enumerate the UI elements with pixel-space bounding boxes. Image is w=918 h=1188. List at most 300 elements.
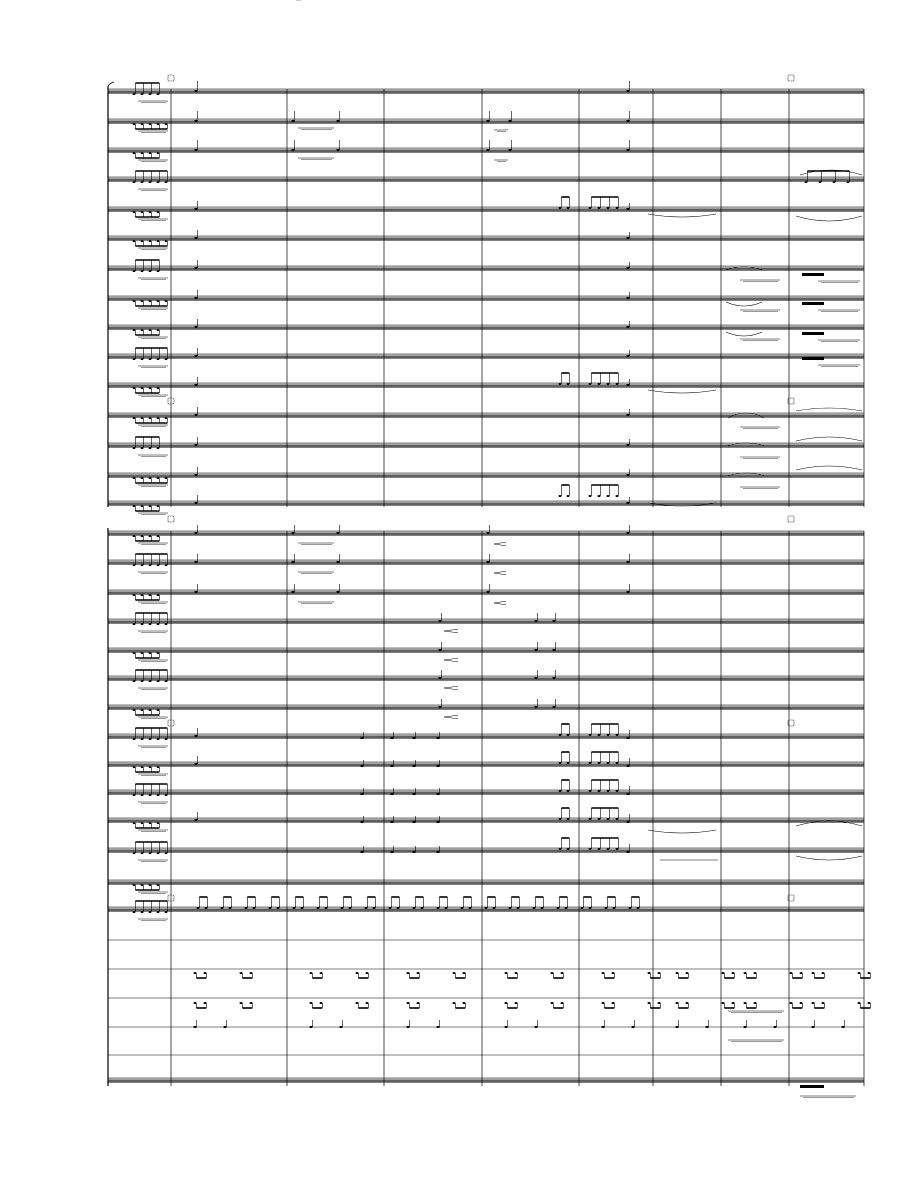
five-line-staff xyxy=(108,296,864,301)
note-head xyxy=(194,819,197,821)
note-head xyxy=(157,152,160,154)
five-line-staff xyxy=(108,560,864,565)
system-2-staff xyxy=(108,554,864,573)
system-2-staff xyxy=(108,901,864,920)
note-head xyxy=(341,907,344,909)
system-2-staff xyxy=(108,648,864,661)
note-head xyxy=(366,972,369,974)
note-head xyxy=(567,818,570,820)
tiny-marking xyxy=(138,425,168,426)
note-head xyxy=(557,907,560,909)
rehearsal-box-marker xyxy=(168,75,174,81)
note-head xyxy=(438,649,441,651)
note-head xyxy=(598,383,601,385)
note-head xyxy=(504,1026,507,1028)
tiny-marking xyxy=(138,774,168,775)
note-head xyxy=(194,474,197,476)
note-head xyxy=(559,207,562,209)
note-head xyxy=(407,972,410,974)
beam-group xyxy=(133,417,168,423)
note-head xyxy=(157,852,160,854)
note-head xyxy=(133,852,136,854)
beam-group xyxy=(133,152,160,158)
slur-curve xyxy=(796,466,862,470)
note-head xyxy=(157,387,160,389)
note-head xyxy=(858,1002,861,1004)
hairpin-line xyxy=(494,544,506,546)
tiny-marking xyxy=(138,455,168,456)
note-head xyxy=(567,734,570,736)
five-line-staff xyxy=(108,266,864,271)
note-head xyxy=(515,1002,518,1004)
note-head xyxy=(486,561,489,563)
note-head xyxy=(349,907,352,909)
five-line-staff xyxy=(108,676,864,681)
note-head xyxy=(165,240,168,242)
note-head xyxy=(637,907,640,909)
beam-group xyxy=(133,652,160,658)
note-head xyxy=(141,594,144,596)
dynamic-hairpin xyxy=(444,658,458,662)
note-head xyxy=(133,300,136,302)
five-line-staff xyxy=(108,619,864,624)
note-head xyxy=(626,149,629,151)
system-2-staff xyxy=(108,842,864,861)
beam-group xyxy=(648,1002,661,1008)
note-head xyxy=(626,90,629,92)
note-head xyxy=(567,790,570,792)
five-line-staff xyxy=(108,236,864,241)
note-head xyxy=(157,181,160,183)
note-head xyxy=(505,1002,508,1004)
note-head xyxy=(417,1002,420,1004)
note-head xyxy=(141,766,144,768)
dense-tremolo-block xyxy=(802,302,824,305)
dynamic-hairpin xyxy=(494,542,506,546)
note-head xyxy=(360,793,363,795)
note-head xyxy=(141,564,144,566)
note-head xyxy=(133,329,136,331)
five-line-staff xyxy=(108,325,864,330)
note-head xyxy=(149,766,152,768)
note-head xyxy=(194,414,197,416)
hairpin-line xyxy=(444,631,458,633)
note-head xyxy=(589,762,592,764)
note-head xyxy=(438,706,441,708)
note-head xyxy=(675,1026,678,1028)
note-head xyxy=(607,383,610,385)
note-head xyxy=(149,270,152,272)
beam-group xyxy=(133,477,168,483)
note-head xyxy=(436,1026,439,1028)
five-line-staff xyxy=(108,590,864,595)
note-head xyxy=(607,790,610,792)
beam-group xyxy=(310,972,323,978)
note-head xyxy=(567,848,570,850)
system-1-staff xyxy=(108,260,864,279)
note-head xyxy=(141,358,144,360)
tiny-marking xyxy=(138,660,168,661)
note-head xyxy=(141,240,144,242)
note-head xyxy=(534,677,537,679)
five-line-staff xyxy=(108,383,864,388)
note-head xyxy=(601,1026,604,1028)
note-head xyxy=(390,793,393,795)
note-head xyxy=(133,123,136,125)
slur-curve xyxy=(726,332,762,336)
note-head xyxy=(240,972,243,974)
note-head xyxy=(133,93,136,95)
note-head xyxy=(157,211,160,213)
five-line-staff xyxy=(108,790,864,795)
note-head xyxy=(229,907,232,909)
note-head xyxy=(360,821,363,823)
beam-group xyxy=(505,1002,518,1008)
tiny-marking xyxy=(298,543,334,544)
note-head xyxy=(133,505,136,507)
note-head xyxy=(133,211,136,213)
note-head xyxy=(221,907,224,909)
note-head xyxy=(133,417,136,419)
note-head xyxy=(648,972,651,974)
note-head xyxy=(157,794,160,796)
note-head xyxy=(413,907,416,909)
note-head xyxy=(133,911,136,913)
note-head xyxy=(626,821,629,823)
note-head xyxy=(157,270,160,272)
note-head xyxy=(819,181,822,183)
note-head xyxy=(245,907,248,909)
note-head xyxy=(157,738,160,740)
system-1-staff xyxy=(108,501,864,514)
note-head xyxy=(811,1026,814,1028)
note-head xyxy=(194,972,197,974)
note-head xyxy=(194,297,197,299)
hairpin-line xyxy=(444,717,458,719)
note-head xyxy=(141,329,144,331)
note-head xyxy=(149,477,152,479)
note-head xyxy=(157,358,160,360)
tiny-marking xyxy=(138,919,168,920)
note-head xyxy=(157,680,160,682)
note-head xyxy=(133,535,136,537)
five-line-staff xyxy=(108,443,864,448)
hairpin-line xyxy=(494,601,506,603)
note-head xyxy=(616,495,619,497)
note-head xyxy=(567,383,570,385)
note-head xyxy=(626,444,629,446)
beam-group xyxy=(133,884,160,890)
note-head xyxy=(141,794,144,796)
tiny-marking xyxy=(138,485,168,486)
note-head xyxy=(165,680,168,682)
note-head xyxy=(320,972,323,974)
note-head xyxy=(149,623,152,625)
note-head xyxy=(149,505,152,507)
note-head xyxy=(165,852,168,854)
system-1-staff xyxy=(108,171,864,190)
beam-group xyxy=(240,1002,253,1008)
note-head xyxy=(561,1002,564,1004)
beam-group xyxy=(589,485,619,497)
note-head xyxy=(658,972,661,974)
note-head xyxy=(626,532,629,534)
beam-group xyxy=(356,972,369,978)
note-head xyxy=(790,1002,793,1004)
note-head xyxy=(149,594,152,596)
tiny-marking xyxy=(298,572,334,573)
note-head xyxy=(800,972,803,974)
note-head xyxy=(626,737,629,739)
tiny-marking xyxy=(138,189,168,190)
note-head xyxy=(812,1002,815,1004)
system-1-staff xyxy=(108,348,864,367)
note-head xyxy=(822,972,825,974)
rehearsal-box-marker xyxy=(788,516,794,522)
tiny-marking xyxy=(494,160,508,161)
note-head xyxy=(141,623,144,625)
tiny-marking xyxy=(138,892,168,893)
note-head xyxy=(589,495,592,497)
beam-group xyxy=(744,972,757,978)
note-head xyxy=(157,477,160,479)
note-head xyxy=(194,532,197,534)
note-head xyxy=(486,149,489,151)
beam-group xyxy=(676,972,689,978)
beam-group xyxy=(133,594,160,600)
note-head xyxy=(133,822,136,824)
system-2-staff xyxy=(108,728,864,747)
note-head xyxy=(133,447,136,449)
note-head xyxy=(157,911,160,913)
note-head xyxy=(194,149,197,151)
beam-group xyxy=(133,300,168,306)
beam-group xyxy=(133,240,168,246)
note-head xyxy=(438,677,441,679)
note-head xyxy=(291,532,294,534)
note-head xyxy=(412,793,415,795)
note-head xyxy=(648,1002,651,1004)
note-head xyxy=(149,535,152,537)
note-head xyxy=(141,152,144,154)
note-head xyxy=(822,1002,825,1004)
note-head xyxy=(626,297,629,299)
note-head xyxy=(157,822,160,824)
note-head xyxy=(412,737,415,739)
note-head xyxy=(366,1002,369,1004)
note-head xyxy=(626,765,629,767)
hairpin-line xyxy=(494,603,506,605)
slur-curve xyxy=(648,830,716,833)
five-line-staff xyxy=(108,473,864,478)
system-1-staff xyxy=(108,413,864,426)
note-head xyxy=(133,709,136,711)
beam-group xyxy=(310,1002,323,1008)
note-head xyxy=(607,848,610,850)
note-head xyxy=(141,738,144,740)
note-head xyxy=(417,972,420,974)
note-head xyxy=(149,680,152,682)
five-line-staff xyxy=(108,705,864,710)
system-2-staff xyxy=(108,531,864,544)
five-line-staff xyxy=(108,148,864,153)
note-head xyxy=(193,1026,196,1028)
note-head xyxy=(157,447,160,449)
note-head xyxy=(133,387,136,389)
note-head xyxy=(157,535,160,537)
system-1-staff xyxy=(108,236,864,249)
note-head xyxy=(607,762,610,764)
tiny-marking xyxy=(138,602,168,603)
note-head xyxy=(293,907,296,909)
rehearsal-box-marker xyxy=(168,516,174,522)
note-head xyxy=(157,300,160,302)
note-head xyxy=(559,762,562,764)
note-head xyxy=(626,561,629,563)
note-head xyxy=(133,477,136,479)
system-1-staff xyxy=(108,207,864,220)
note-head xyxy=(194,591,197,593)
beam-group xyxy=(133,505,160,511)
note-head xyxy=(250,972,253,974)
note-head xyxy=(397,907,400,909)
note-head xyxy=(461,907,464,909)
note-head xyxy=(133,564,136,566)
beam-group xyxy=(559,485,570,497)
note-head xyxy=(149,240,152,242)
note-head xyxy=(133,738,136,740)
note-head xyxy=(868,972,871,974)
note-head xyxy=(598,762,601,764)
tiny-marking xyxy=(138,717,168,718)
tiny-marking xyxy=(740,457,780,458)
note-head xyxy=(133,680,136,682)
note-head xyxy=(589,734,592,736)
tiny-marking xyxy=(740,487,780,488)
note-head xyxy=(194,267,197,269)
note-head xyxy=(360,851,363,853)
beam-group xyxy=(407,972,420,978)
dynamic-hairpin xyxy=(444,629,458,633)
note-head xyxy=(686,1002,689,1004)
system-1-staff xyxy=(108,296,864,309)
note-head xyxy=(567,207,570,209)
dense-tremolo-block xyxy=(802,273,824,276)
note-head xyxy=(412,765,415,767)
note-head xyxy=(616,734,619,736)
tiny-marking xyxy=(138,131,168,132)
note-head xyxy=(812,972,815,974)
beam-group xyxy=(551,972,564,978)
note-head xyxy=(204,1002,207,1004)
note-head xyxy=(626,208,629,210)
note-head xyxy=(616,207,619,209)
system-2-staff xyxy=(108,705,864,718)
note-head xyxy=(141,884,144,886)
five-line-staff xyxy=(108,734,864,739)
hairpin-line xyxy=(444,715,458,717)
note-head xyxy=(790,972,793,974)
beam-group xyxy=(194,972,207,978)
note-head xyxy=(567,762,570,764)
beam-group xyxy=(133,709,160,715)
note-head xyxy=(616,762,619,764)
note-head xyxy=(412,821,415,823)
note-head xyxy=(626,384,629,386)
note-head xyxy=(589,907,592,909)
tiny-marking xyxy=(138,308,168,309)
system-2-staff xyxy=(108,880,864,893)
note-head xyxy=(133,794,136,796)
system-2 xyxy=(108,516,871,1097)
note-head xyxy=(589,207,592,209)
slur-curve xyxy=(796,216,862,221)
note-head xyxy=(133,358,136,360)
note-head xyxy=(133,884,136,886)
tiny-marking xyxy=(138,337,168,338)
note-head xyxy=(552,677,555,679)
note-head xyxy=(149,93,152,95)
note-head xyxy=(612,1002,615,1004)
note-head xyxy=(436,793,439,795)
note-head xyxy=(541,907,544,909)
note-head xyxy=(406,1026,409,1028)
five-line-staff xyxy=(108,119,864,124)
note-head xyxy=(463,972,466,974)
note-head xyxy=(141,709,144,711)
beam-group xyxy=(505,972,518,978)
note-head xyxy=(310,972,313,974)
note-head xyxy=(223,1026,226,1028)
note-head xyxy=(847,181,850,183)
dynamic-hairpin xyxy=(494,571,506,575)
beam-group xyxy=(133,329,160,335)
note-head xyxy=(534,1026,537,1028)
note-head xyxy=(626,851,629,853)
tiny-marking xyxy=(138,513,168,514)
note-head xyxy=(508,120,511,122)
system-2-staff xyxy=(108,613,864,632)
note-head xyxy=(732,1002,735,1004)
note-head xyxy=(133,652,136,654)
tiny-marking xyxy=(138,160,168,161)
note-head xyxy=(339,1026,342,1028)
five-line-staff xyxy=(108,818,864,823)
note-head xyxy=(360,765,363,767)
note-head xyxy=(412,851,415,853)
beam-group xyxy=(356,1002,369,1008)
beam-group xyxy=(453,972,466,978)
tiny-marking xyxy=(740,339,780,340)
note-head xyxy=(453,1002,456,1004)
hairpin-line xyxy=(494,573,506,575)
tiny-marking xyxy=(138,631,168,632)
beam-group xyxy=(133,211,160,217)
tiny-marking xyxy=(818,340,860,341)
note-head xyxy=(141,680,144,682)
note-head xyxy=(552,649,555,651)
note-head xyxy=(626,237,629,239)
tiny-marking xyxy=(138,688,168,689)
note-head xyxy=(310,1002,313,1004)
note-head xyxy=(141,123,144,125)
note-head xyxy=(607,818,610,820)
note-head xyxy=(336,561,339,563)
note-head xyxy=(486,532,489,534)
note-head xyxy=(607,495,610,497)
note-head xyxy=(141,270,144,272)
dynamic-hairpin xyxy=(444,686,458,690)
